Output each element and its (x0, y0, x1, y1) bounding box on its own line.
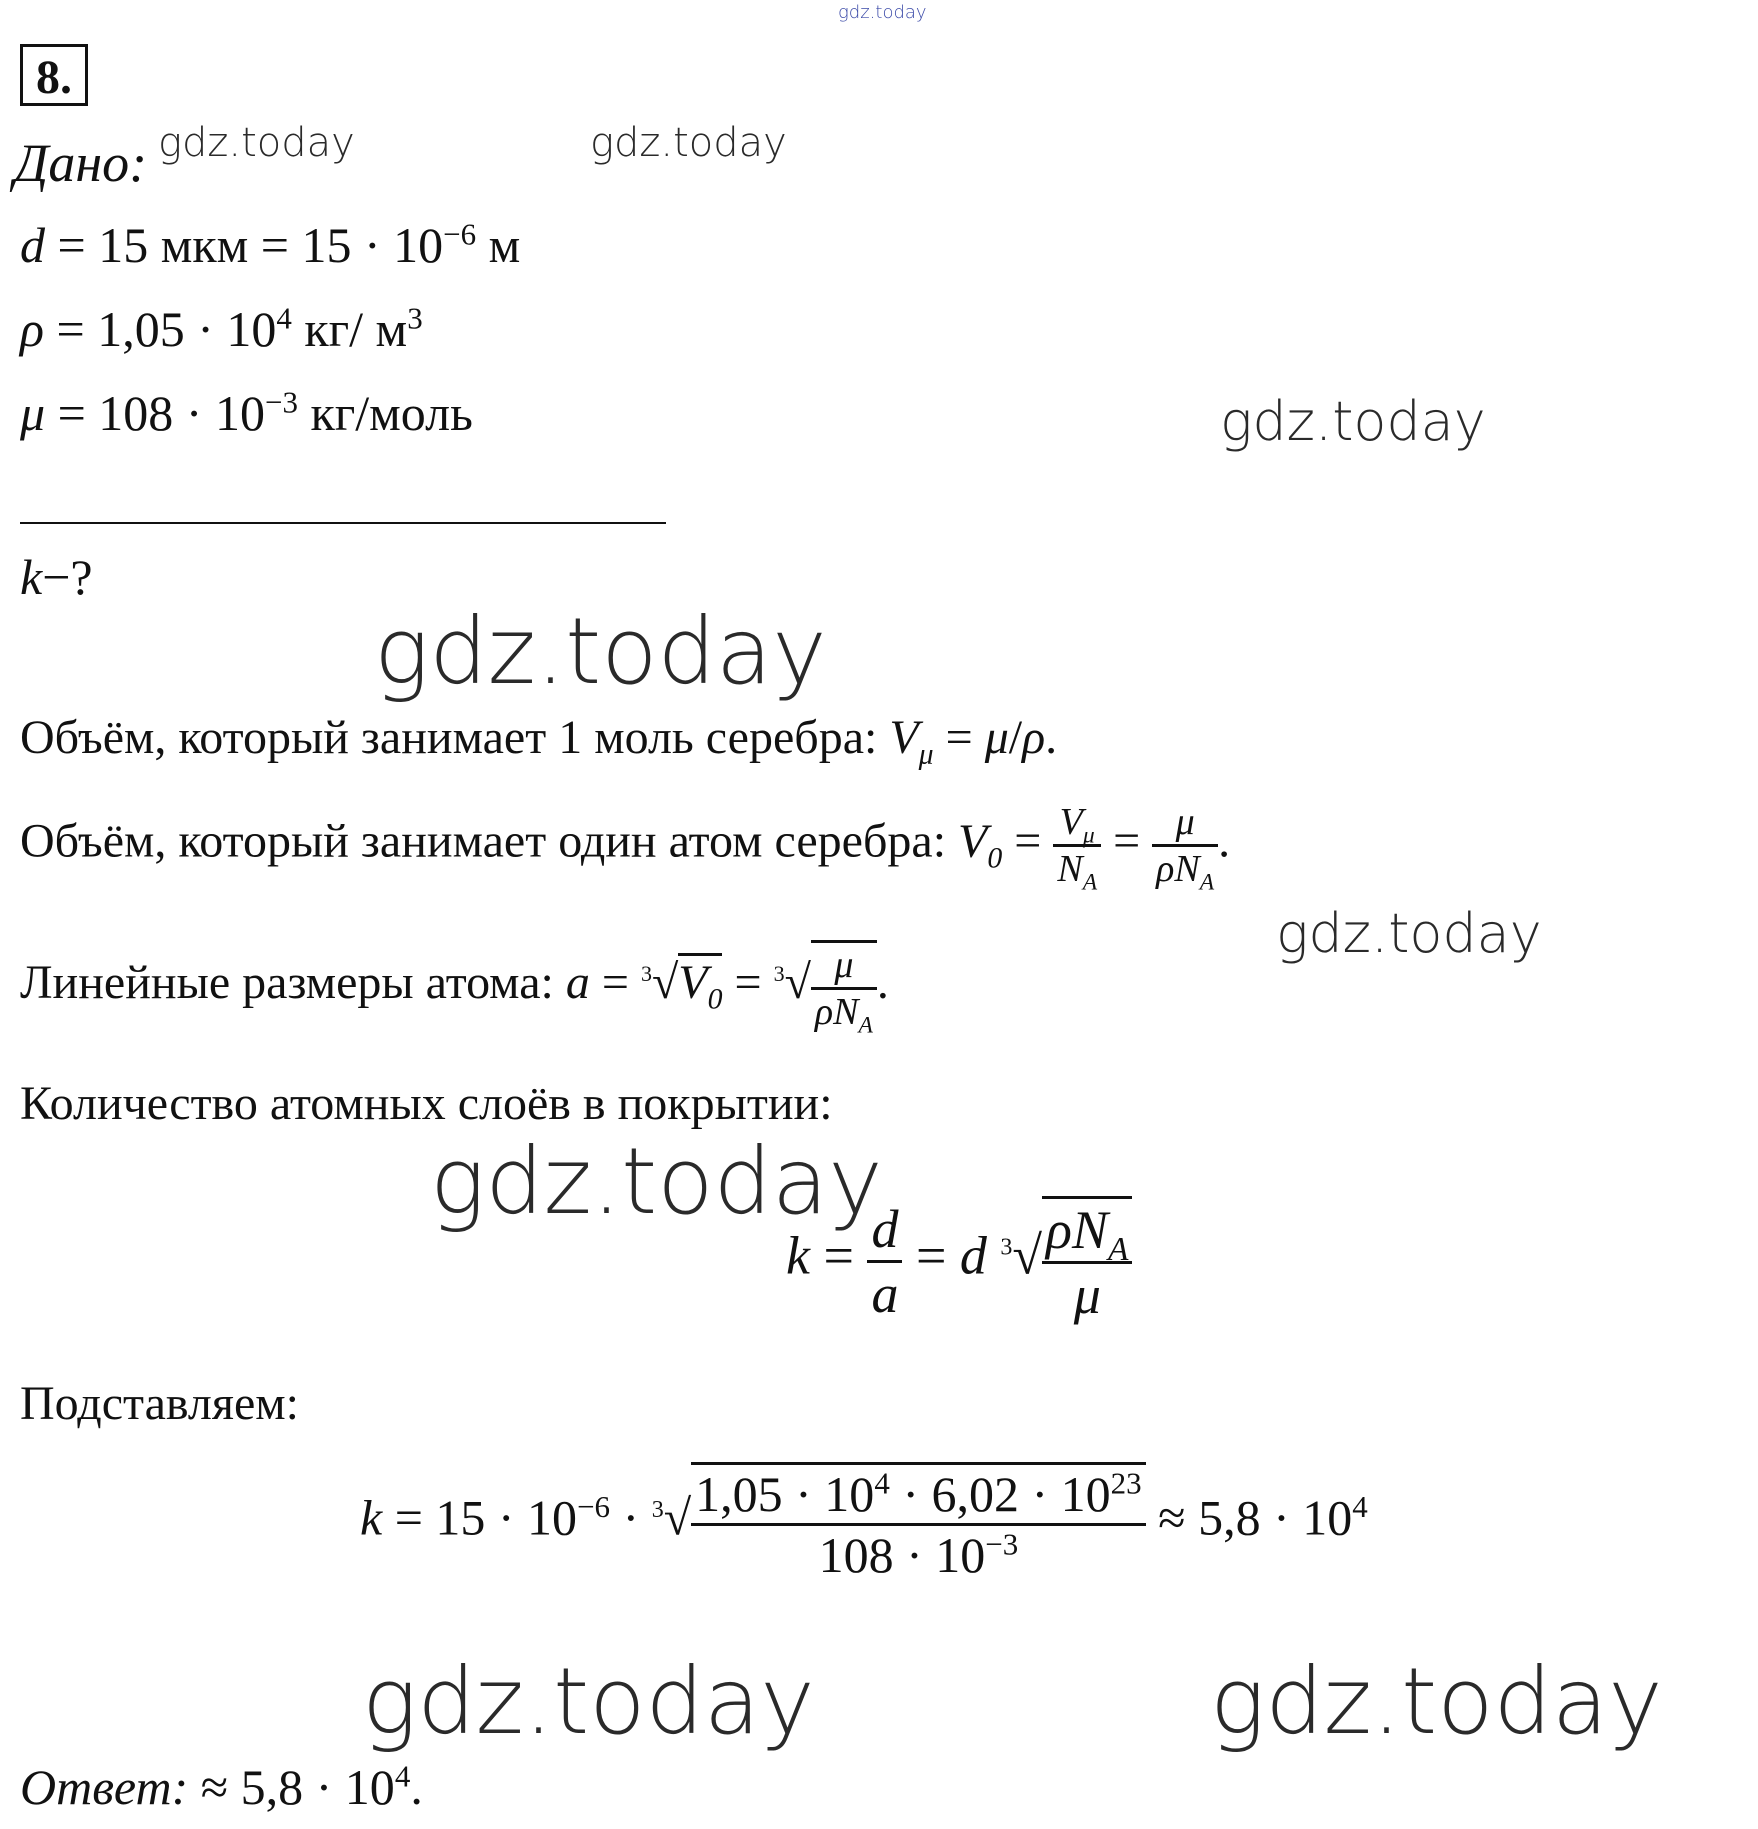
problem-number: 8. (20, 44, 88, 106)
watermark: gdz.today (1220, 390, 1486, 453)
watermark: gdz.today (430, 1128, 883, 1235)
watermark-top: gdz.today (838, 2, 927, 23)
given-label: Дано: (14, 133, 148, 193)
atom-volume-text: Объём, который занимает один атом серебра: (20, 814, 947, 868)
answer-line: Ответ: ≈ $5,8 \cdot 10^4$. (20, 1758, 423, 1815)
linear-size-line: Линейные размеры атома: $a = ^3√V_0 = ^3√$ $\frac{\mu}{\rho N_A}$ . (20, 940, 889, 1034)
given-d: d = 15 мкм = $15 \cdot 10^{-6}$ м (20, 216, 521, 273)
given-rho: $\rho = 1,05 \cdot 10^4$ кг/ $м^3$ (20, 300, 423, 357)
molar-volume-line: Объём, который занимает 1 моль серебра: $V_\mu = \mu/\rho$. (20, 711, 1058, 771)
given-mu: $\mu = 108 \cdot 10^{-3}$ кг/моль (20, 384, 473, 441)
watermark: gdz.today (158, 120, 355, 166)
fraction-mu-over-rho-na: $\frac{\mu}{\rho N_A}$ (1152, 800, 1218, 891)
watermark: gdz.today (362, 1648, 815, 1755)
layers-formula: k = $\frac{d}{a}$ = d $^3$√ $\frac{\rho N_A}{\mu}$ (786, 1196, 1132, 1326)
substitute-formula: $k = 15 \cdot 10^{-6} \cdot ^3√$ $\frac{1,05 \cdot 10^4 \cdot 6,02 \cdot 10^{23}}{108 \cdot 10^{-3}}$ ≈ $5,8 \cdot 10^4$ (360, 1462, 1368, 1584)
molar-volume-text: Объём, который занимает 1 моль серебра: (20, 711, 878, 764)
watermark: gdz.today (374, 598, 827, 705)
given-divider (20, 522, 666, 524)
answer-label: Ответ: (20, 1759, 189, 1815)
watermark: gdz.today (590, 120, 787, 166)
watermark: gdz.today (1276, 902, 1542, 965)
unknown: k−? (20, 549, 93, 605)
atom-volume-line: Объём, который занимает один атом серебра: $V_0$ = $\frac{V_\mu}{N_A}$ = $\frac{\mu}{\rho N_A}$ . (20, 801, 1231, 896)
substitute-text: Подставляем: (20, 1377, 299, 1430)
fraction-mu-over-rho-na-root: $\frac{\mu}{\rho N_A}$ (811, 940, 877, 1034)
fraction-v-mu-over-na: $\frac{V_\mu}{N_A}$ (1053, 800, 1101, 891)
fraction-rho-na-over-mu: $\frac{\rho N_A}{\mu}$ (1042, 1196, 1132, 1326)
layers-text: Количество атомных слоёв в покрытии: (20, 1077, 833, 1130)
watermark: gdz.today (1210, 1648, 1663, 1755)
linear-size-text: Линейные размеры атома: (20, 956, 554, 1010)
fraction-substitution: $\frac{1,05 \cdot 10^4 \cdot 6,02 \cdot 10^{23}}{108 \cdot 10^{-3}}$ (691, 1462, 1145, 1584)
fraction-d-over-a: $\frac{d}{a}$ (867, 1198, 902, 1325)
